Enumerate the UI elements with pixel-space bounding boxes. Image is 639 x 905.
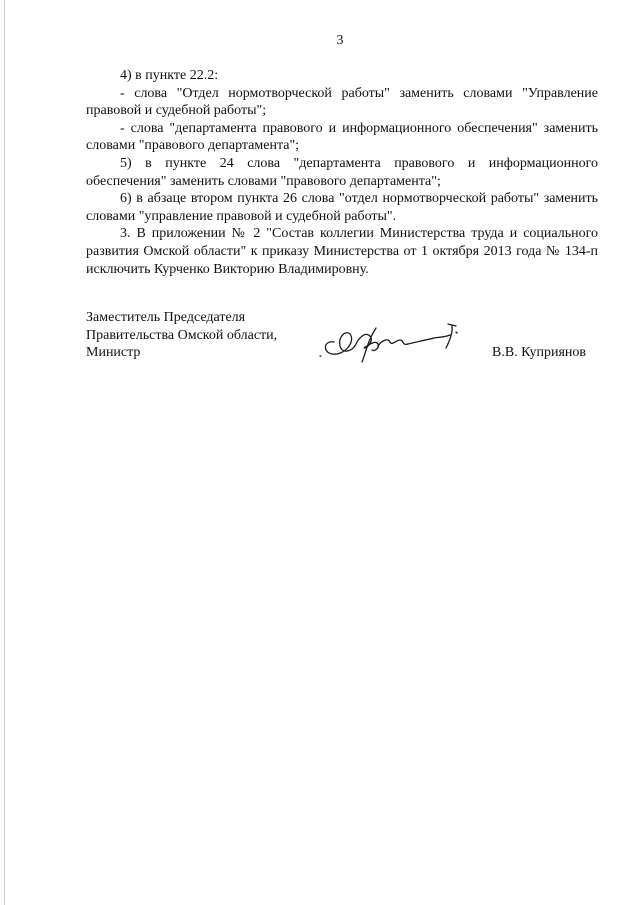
document-body bbox=[86, 67, 598, 278]
signatory-position-line: Заместитель Председателя bbox=[86, 310, 246, 325]
page-number: 3 bbox=[336, 33, 344, 48]
paragraph-clause-3: 3. В приложении № 2 "Состав коллегии Министерства труда и социального развития Омской области" к приказу Министерства от 1 октября 2013 года № 134-п исключить Курченко Викторию Владимировну. bbox=[86, 226, 598, 277]
paragraph-item-6: 6) в абзаце втором пункта 26 слова "отдел нормотворческой работы" заменить словами "управление правовой и судебной работы". bbox=[86, 191, 598, 224]
handwritten-signature-icon bbox=[316, 318, 466, 366]
signatory-position bbox=[86, 309, 277, 362]
scan-edge-line bbox=[4, 0, 5, 905]
signatory-position-line: Правительства Омской области, bbox=[86, 327, 278, 343]
signatory-position-line: Министр bbox=[86, 345, 141, 361]
signatory-name: В.В. Куприянов bbox=[492, 345, 586, 360]
paragraph-item-5: 5) в пункте 24 слова "департамента правового и информационного обеспечения" заменить словами "правового департамента"; bbox=[86, 155, 598, 189]
paragraph-item-4-sub-1: - слова "Отдел нормотворческой работы" заменить словами "Управление правовой и судебной работы"; bbox=[86, 85, 598, 119]
paragraph-item-4: 4) в пункте 22.2: bbox=[120, 68, 219, 83]
paragraph-item-4-sub-2: - слова "департамента правового и информационного обеспечения" заменить словами "правового департамента"; bbox=[86, 120, 598, 154]
